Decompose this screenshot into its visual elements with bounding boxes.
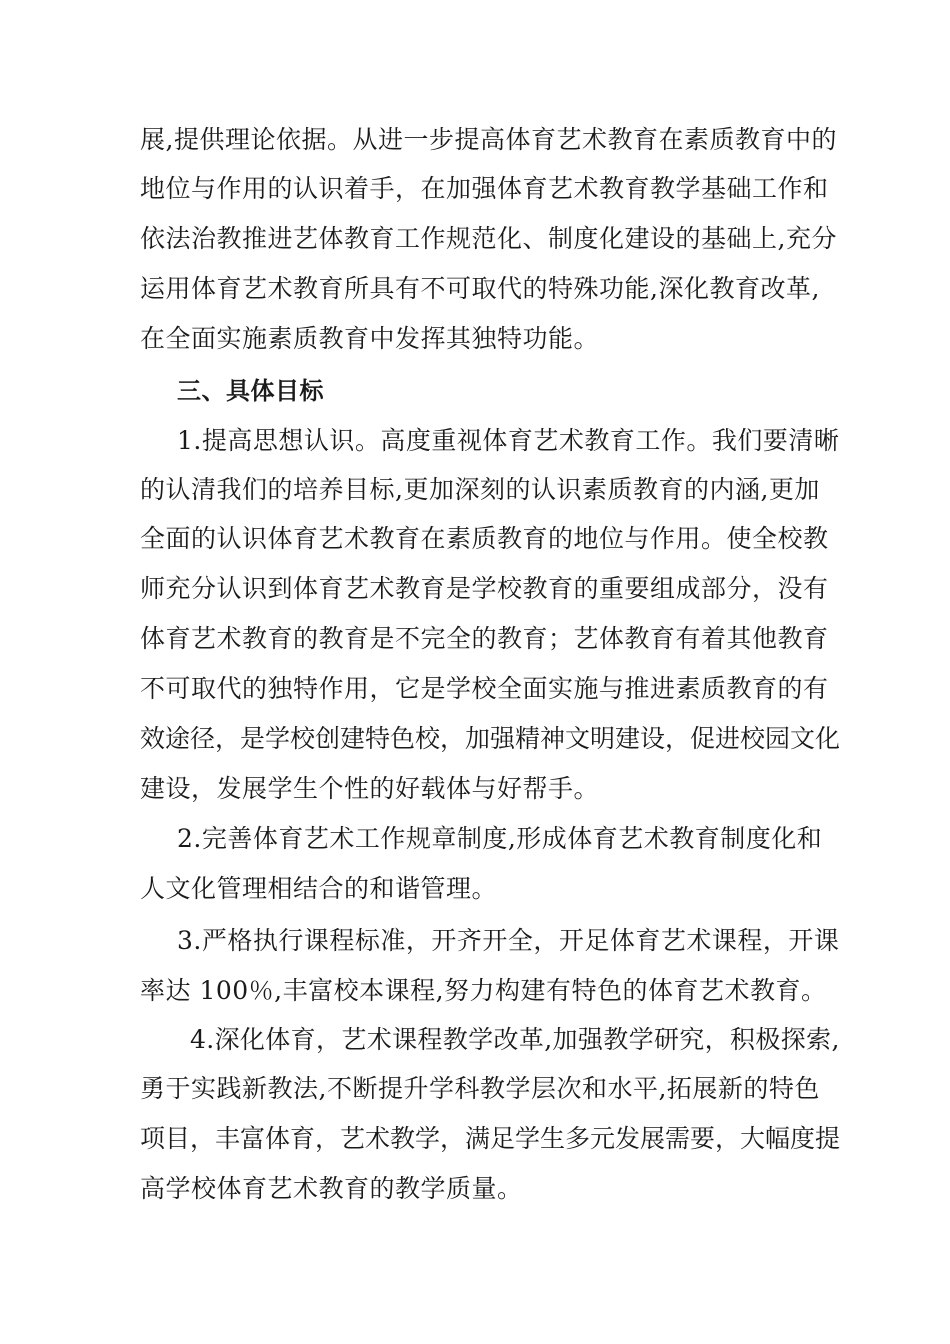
item4-line-2: 勇于实践新教法,不断提升学科教学层次和水平,拓展新的特色 [140,1074,820,1103]
intro-line-5: 在全面实施素质教育中发挥其独特功能。 [140,324,600,353]
item4-line-4: 高学校体育艺术教育的教学质量。 [140,1174,523,1203]
item2-line-2: 人文化管理相结合的和谐管理。 [140,874,498,903]
item3-line-2: 率达 100％,丰富校本课程,努力构建有特色的体育艺术教育。 [140,976,827,1005]
item1-line-4: 师充分认识到体育艺术教育是学校教育的重要组成部分，没有 [140,574,829,603]
intro-line-1: 展,提供理论依据。从进一步提高体育艺术教育在素质教育中的 [140,125,837,154]
item1-line-7: 效途径，是学校创建特色校，加强精神文明建设，促进校园文化 [140,724,841,753]
item1-line-5: 体育艺术教育的教育是不完全的教育；艺体教育有着其他教育 [140,624,829,653]
section-heading: 三、具体目标 [177,377,324,405]
item2-line-1: 2.完善体育艺术工作规章制度,形成体育艺术教育制度化和 [177,824,823,853]
item1-line-3: 全面的认识体育艺术教育在素质教育的地位与作用。使全校教 [140,524,829,553]
item1-line-2: 的认清我们的培养目标,更加深刻的认识素质教育的内涵,更加 [140,475,820,504]
intro-line-2: 地位与作用的认识着手，在加强体育艺术教育教学基础工作和 [140,174,829,203]
item4-line-3: 项目，丰富体育，艺术教学，满足学生多元发展需要，大幅度提 [140,1124,841,1153]
intro-line-4: 运用体育艺术教育所具有不可取代的特殊功能,深化教育改革, [140,274,820,303]
item1-line-1: 1.提高思想认识。高度重视体育艺术教育工作。我们要清晰 [177,426,840,455]
item1-line-8: 建设，发展学生个性的好载体与好帮手。 [140,774,600,803]
intro-line-3: 依法治教推进艺体教育工作规范化、制度化建设的基础上,充分 [140,224,837,253]
item3-line-1: 3.严格执行课程标准，开齐开全，开足体育艺术课程，开课 [177,926,840,955]
item1-line-6: 不可取代的独特作用，它是学校全面实施与推进素质教育的有 [140,674,829,703]
item4-line-1: 4.深化体育，艺术课程教学改革,加强教学研究，积极探索, [190,1025,840,1054]
